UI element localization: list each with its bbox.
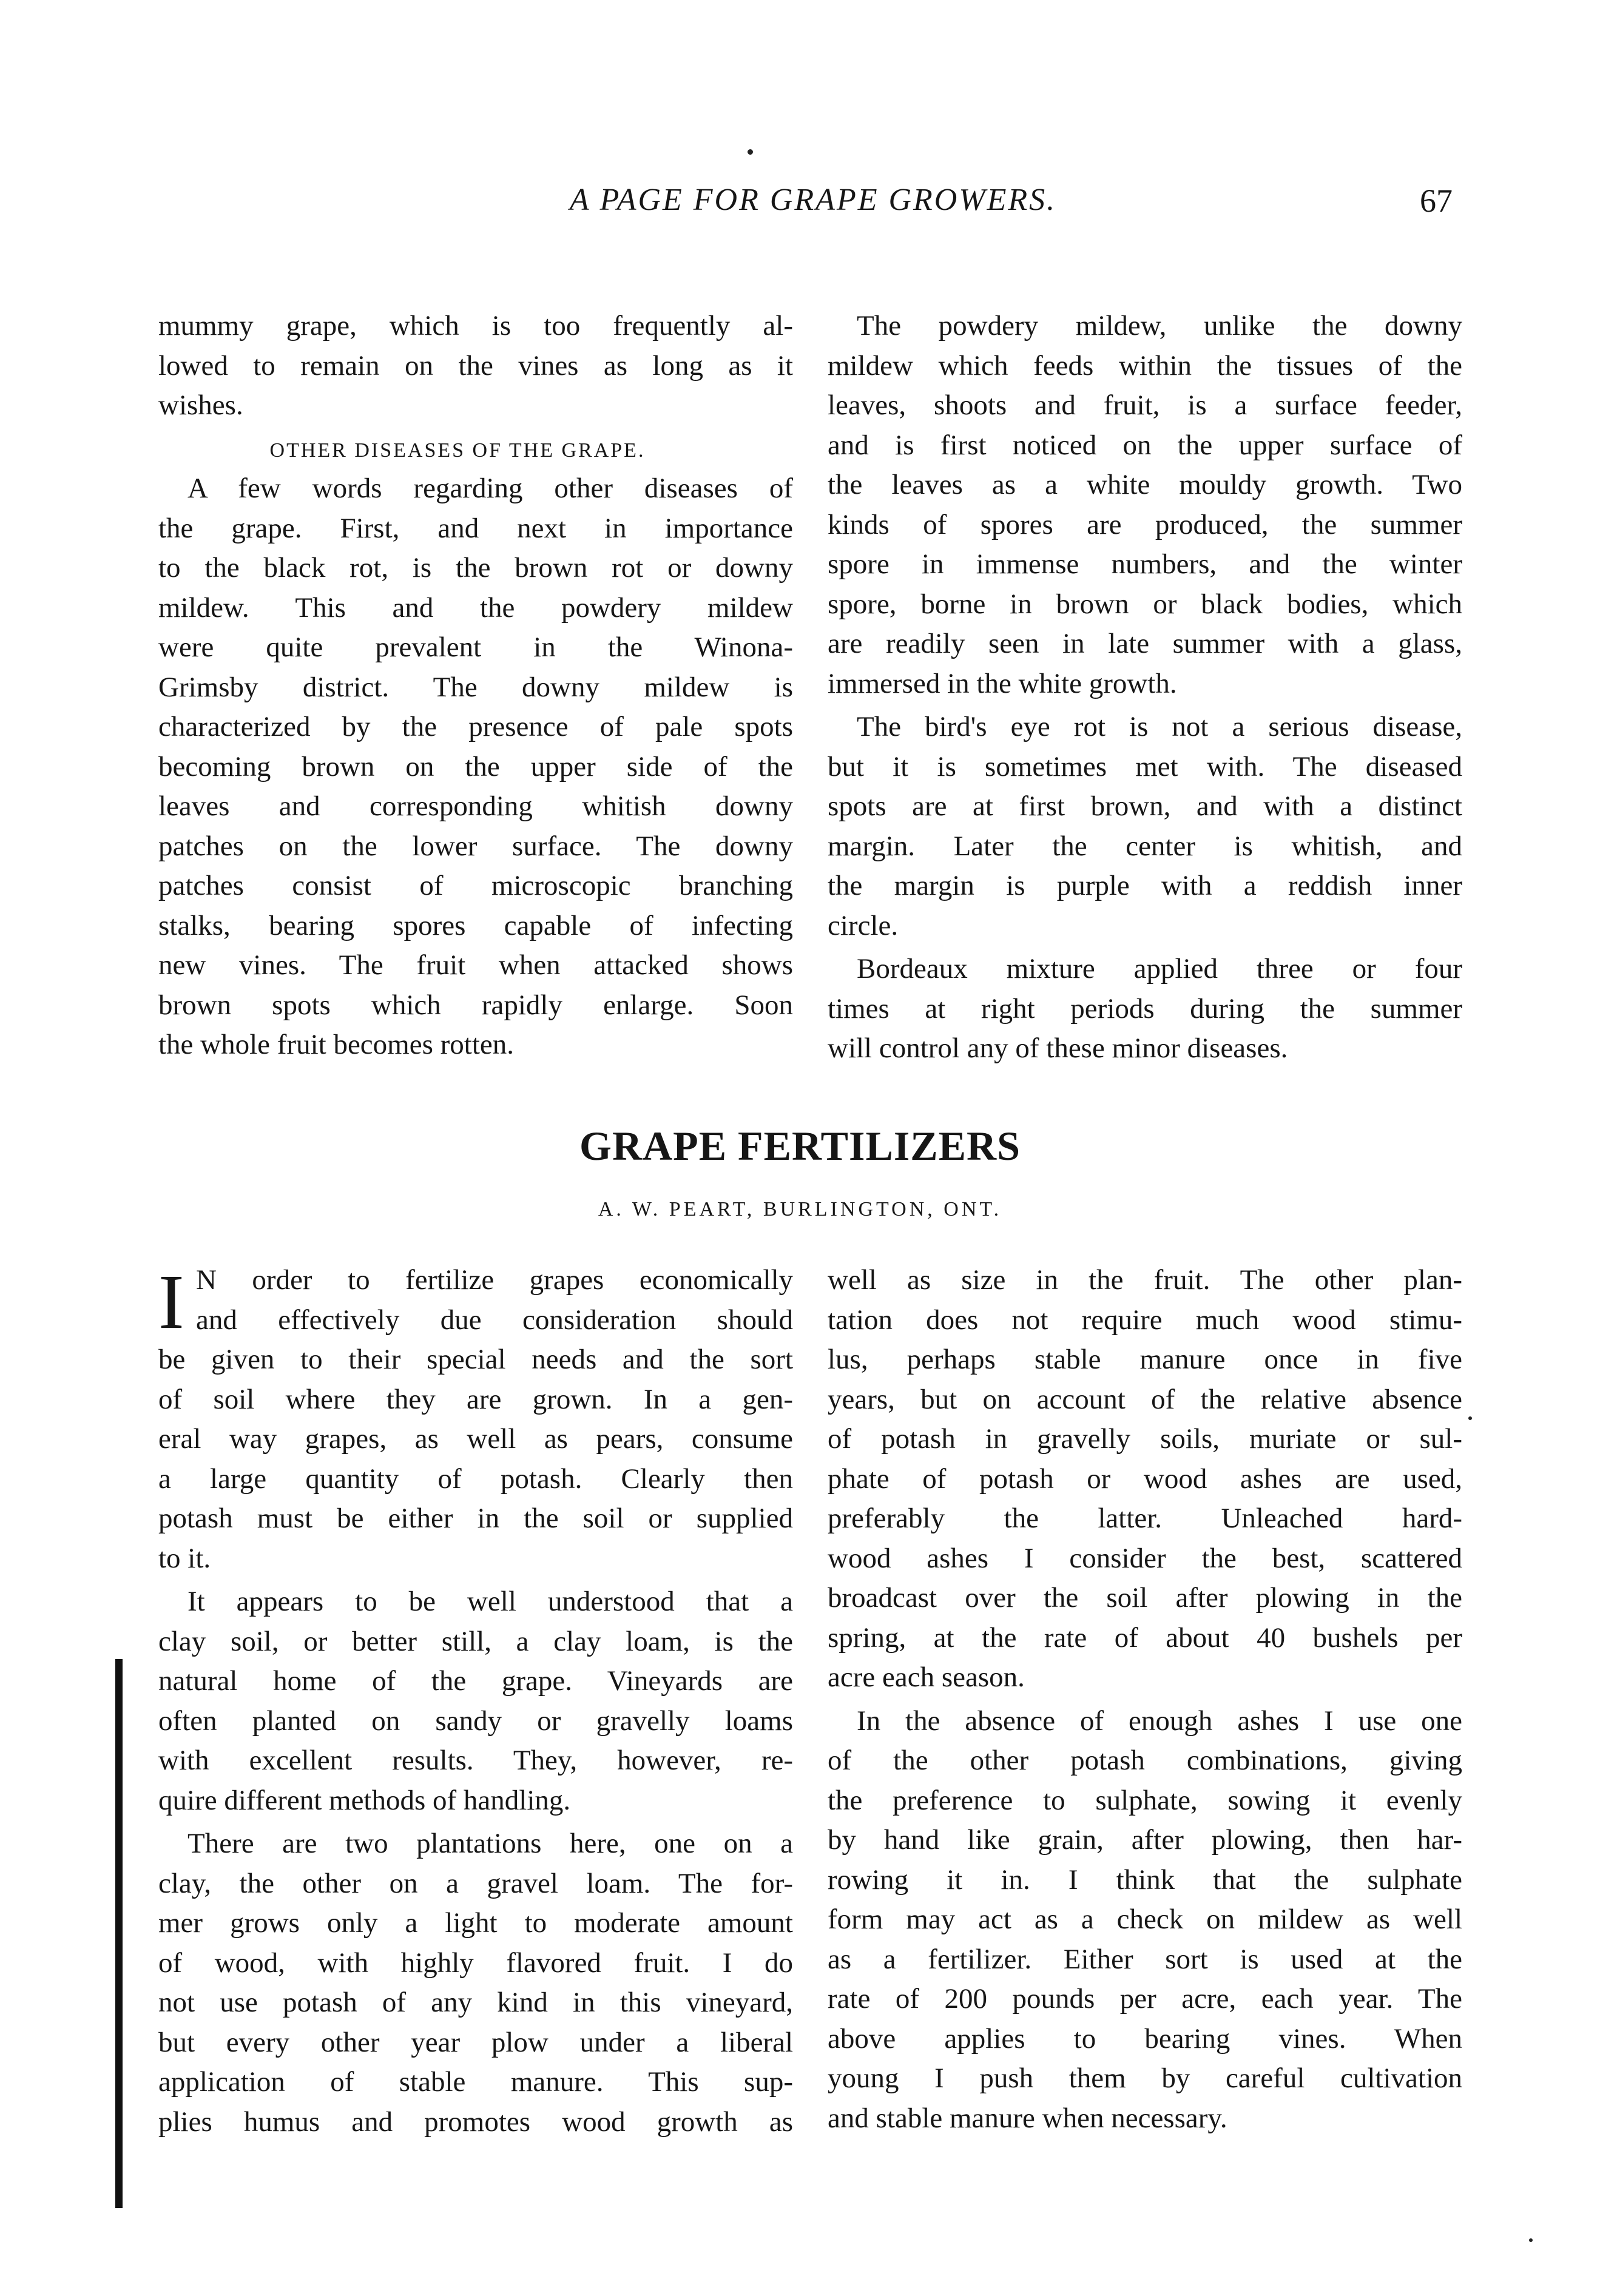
article-byline: A. W. PEART, BURLINGTON, ONT. [598, 1198, 1002, 1220]
text-line: Grimsby district. The downy mildew is [158, 671, 793, 703]
text-line: will control any of these minor diseases. [828, 1032, 1288, 1064]
paragraph [158, 1261, 793, 1578]
text-line: of potash in gravelly soils, muriate or sul- [828, 1423, 1462, 1455]
column-top-left [158, 306, 793, 1069]
text-line: quire different methods of handling. [158, 1784, 571, 1816]
text-line: to the black rot, is the brown rot or downy [158, 552, 793, 584]
text-line: clay soil, or better still, a clay loam, is the [158, 1625, 793, 1657]
text-line: the grape. First, and next in importance [158, 512, 793, 544]
text-line: often planted on sandy or gravelly loams [158, 1705, 793, 1737]
text-line: the whole fruit becomes rotten. [158, 1029, 515, 1060]
text-line: wood ashes I consider the best, scattered [828, 1542, 1462, 1574]
paragraph [158, 1582, 793, 1820]
paragraph [828, 949, 1462, 1069]
text-line: wishes. [158, 389, 243, 421]
text-line: of the other potash combinations, giving [828, 1745, 1462, 1776]
text-line: spore in immense numbers, and the winter [828, 548, 1462, 580]
text-line: potash must be either in the soil or supplied [158, 1503, 793, 1534]
text-line: times at right periods during the summer [828, 992, 1462, 1025]
text-line: characterized by the presence of pale spots [158, 711, 793, 742]
text-line: application of stable manure. This sup- [158, 2066, 793, 2098]
text-line: are readily seen in late summer with a glass, [828, 628, 1462, 659]
text-line: brown spots which rapidly enlarge. Soon [158, 989, 793, 1021]
running-head-title: A PAGE FOR GRAPE GROWERS. [569, 183, 1057, 217]
text-line: mummy grape, which is too frequently al- [158, 310, 793, 342]
text-line: preferably the latter. Unleached hard- [828, 1503, 1462, 1534]
paragraph [828, 306, 1462, 704]
ink-speck [1529, 2238, 1533, 2242]
text-line: and is first noticed on the upper surface of [828, 429, 1462, 461]
text-line: natural home of the grape. Vineyards are [158, 1665, 793, 1697]
text-line: be given to their special needs and the sort [158, 1344, 793, 1375]
text-line: plies humus and promotes wood growth as [158, 2106, 793, 2138]
margin-scan-bar [115, 1659, 123, 2208]
text-line: of wood, with highly flavored fruit. I do [158, 1947, 793, 1979]
ink-speck [1468, 1416, 1472, 1420]
column-bottom-right [828, 1261, 1462, 2142]
text-line: but it is sometimes met with. The diseased [828, 750, 1462, 783]
text-line: with excellent results. They, however, re- [158, 1745, 793, 1776]
section-subheading: OTHER DISEASES OF THE GRAPE. [269, 439, 646, 462]
text-line: as a fertilizer. Either sort is used at the [828, 1943, 1462, 1975]
text-line: well as size in the fruit. The other plan- [828, 1264, 1462, 1296]
article-title: GRAPE FERTILIZERS [579, 1123, 1021, 1169]
text-line: stalks, bearing spores capable of infecting [158, 909, 793, 941]
text-line: The bird's eye rot is not a serious disease, [857, 711, 1462, 742]
text-line: and effectively due consideration should [196, 1304, 793, 1336]
ink-speck [748, 149, 753, 155]
text-line: In the absence of enough ashes I use one [857, 1705, 1462, 1737]
text-line: There are two plantations here, one on a [187, 1828, 793, 1859]
text-line: kinds of spores are produced, the summer [828, 508, 1462, 540]
text-line: years, but on account of the relative absence [828, 1383, 1462, 1415]
text-line: acre each season. [828, 1661, 1025, 1693]
paragraph [158, 469, 793, 1065]
text-line: broadcast over the soil after plowing in the [828, 1582, 1462, 1614]
text-line: A few words regarding other diseases of [187, 473, 793, 504]
text-line: but every other year plow under a liberal [158, 2026, 793, 2058]
paragraph [158, 306, 793, 426]
text-line: rate of 200 pounds per acre, each year. The [828, 1983, 1462, 2015]
text-line: form may act as a check on mildew as well [828, 1904, 1462, 1935]
running-head [0, 182, 1600, 231]
drop-cap: I [158, 1259, 184, 1345]
text-line: the leaves as a white mouldy growth. Two [828, 469, 1462, 500]
paragraph [158, 1824, 793, 2142]
text-line: by hand like grain, after plowing, then har- [828, 1824, 1462, 1856]
text-line: immersed in the white growth. [828, 667, 1177, 699]
text-line: It appears to be well understood that a [187, 1586, 793, 1617]
text-line: tation does not require much wood stimu- [828, 1304, 1462, 1336]
text-line: new vines. The fruit when attacked shows [158, 949, 793, 981]
page-number: 67 [1420, 183, 1453, 219]
text-line: spore, borne in brown or black bodies, which [828, 588, 1462, 620]
text-line: circle. [828, 909, 899, 941]
text-line: rowing it in. I think that the sulphate [828, 1863, 1462, 1896]
text-line: becoming brown on the upper side of the [158, 750, 793, 783]
text-line: Bordeaux mixture applied three or four [857, 953, 1462, 985]
text-line: to it. [158, 1542, 211, 1574]
text-line: not use potash of any kind in this vineyard, [158, 1987, 793, 2018]
text-line: mildew which feeds within the tissues of the [828, 349, 1462, 382]
paragraph [828, 1702, 1462, 2139]
text-line: a large quantity of potash. Clearly then [158, 1463, 793, 1495]
text-line: the margin is purple with a reddish inner [828, 870, 1462, 901]
paragraph [828, 707, 1462, 946]
text-line: mer grows only a light to moderate amount [158, 1907, 793, 1939]
text-line: spots are at first brown, and with a distinct [828, 790, 1462, 822]
text-line: above applies to bearing vines. When [828, 2022, 1462, 2055]
text-line: patches on the lower surface. The downy [158, 830, 793, 862]
text-line: The powdery mildew, unlike the downy [857, 310, 1462, 342]
text-line: of soil where they are grown. In a gen- [158, 1383, 793, 1415]
text-line: patches consist of microscopic branching [158, 870, 793, 901]
text-line: lus, perhaps stable manure once in five [828, 1344, 1462, 1375]
column-bottom-left [158, 1261, 793, 2146]
text-line: leaves, shoots and fruit, is a surface feeder, [828, 389, 1462, 421]
text-line: leaves and corresponding whitish downy [158, 790, 793, 822]
text-line: lowed to remain on the vines as long as it [158, 349, 793, 382]
text-line: clay, the other on a gravel loam. The for- [158, 1867, 793, 1899]
text-line: margin. Later the center is whitish, and [828, 830, 1462, 862]
text-line: eral way grapes, as well as pears, consume [158, 1423, 793, 1455]
text-line: mildew. This and the powdery mildew [158, 591, 793, 624]
text-line: phate of potash or wood ashes are used, [828, 1463, 1462, 1495]
text-line: the preference to sulphate, sowing it evenly [828, 1784, 1462, 1816]
text-line: N order to fertilize grapes economically [196, 1264, 793, 1296]
text-line: young I push them by careful cultivation [828, 2062, 1462, 2094]
text-line: spring, at the rate of about 40 bushels per [828, 1621, 1462, 1654]
text-line: and stable manure when necessary. [828, 2102, 1227, 2134]
paragraph [828, 1261, 1462, 1698]
column-top-right [828, 306, 1462, 1072]
text-line: were quite prevalent in the Winona- [158, 631, 793, 663]
